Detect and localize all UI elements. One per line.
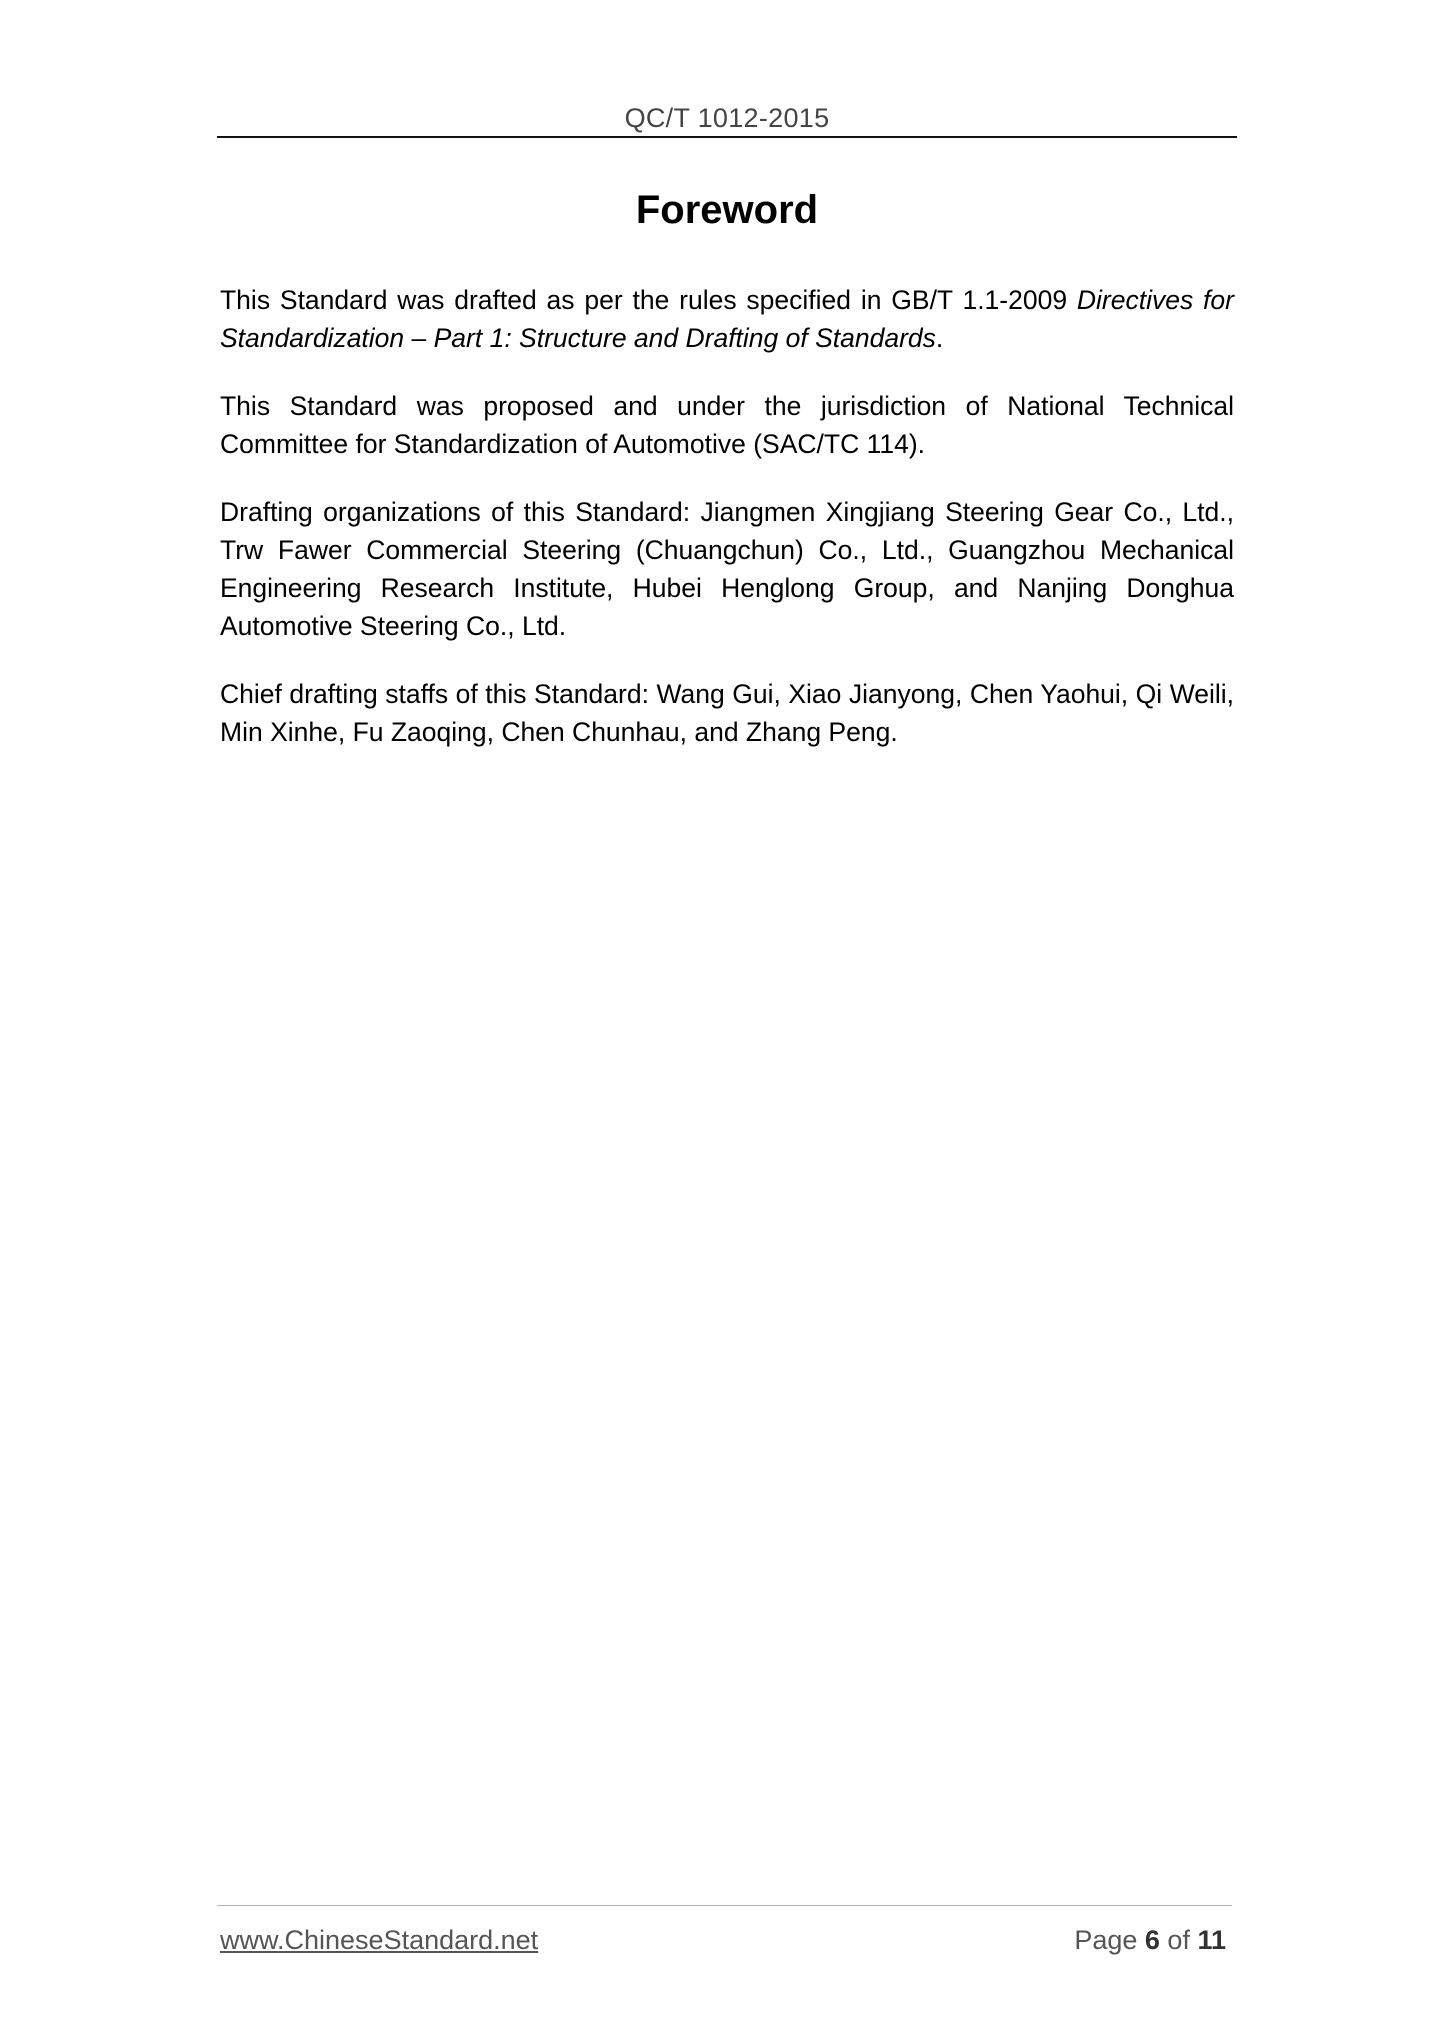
foreword-body [220,281,1234,781]
paragraph-drafting-staffs: Chief drafting staffs of this Standard: Wang Gui, Xiao Jianyong, Chen Yaohui, Qi Weili, Min Xinhe, Fu Zaoqing, Chen Chunhau, and Zhang Peng. [220,679,1234,747]
paragraph-drafting-rules [220,281,1234,357]
page-number-total: 11 [1197,1925,1226,1955]
page-number-current: 6 [1144,1925,1160,1955]
page-number-of: of [1159,1925,1198,1955]
page-title: Foreword [635,188,819,232]
paragraph-drafting-organizations: Drafting organizations of this Standard: Jiangmen Xingjiang Steering Gear Co., Ltd., Trw Fawer Commercial Steering (Chuangchun) Co., Ltd., Guangzhou Mechanical Engineering Research Institute, Hubei Henglong Group, and Nanjing Donghua Automotive Steering Co., Ltd. [220,497,1234,641]
footer-rule [217,1905,1232,1906]
website-link[interactable]: www.ChineseStandard.net [220,1925,539,1955]
paragraph-drafting-rules-end: . [935,323,944,353]
header-document-id: QC/T 1012-2015 [624,103,830,133]
page-number-prefix: Page [1074,1925,1145,1955]
header-rule [217,136,1237,138]
page-number [1074,1925,1226,1956]
paragraph-jurisdiction: This Standard was proposed and under the jurisdiction of National Technical Committee for Standardization of Automotive (SAC/TC 114). [220,391,1234,459]
paragraph-drafting-rules-text: This Standard was drafted as per the rules specified in GB/T 1.1-2009 [220,285,1077,315]
directive-title: Directives for Standardization – Part 1: Structure and Drafting of Standards [220,285,1234,353]
